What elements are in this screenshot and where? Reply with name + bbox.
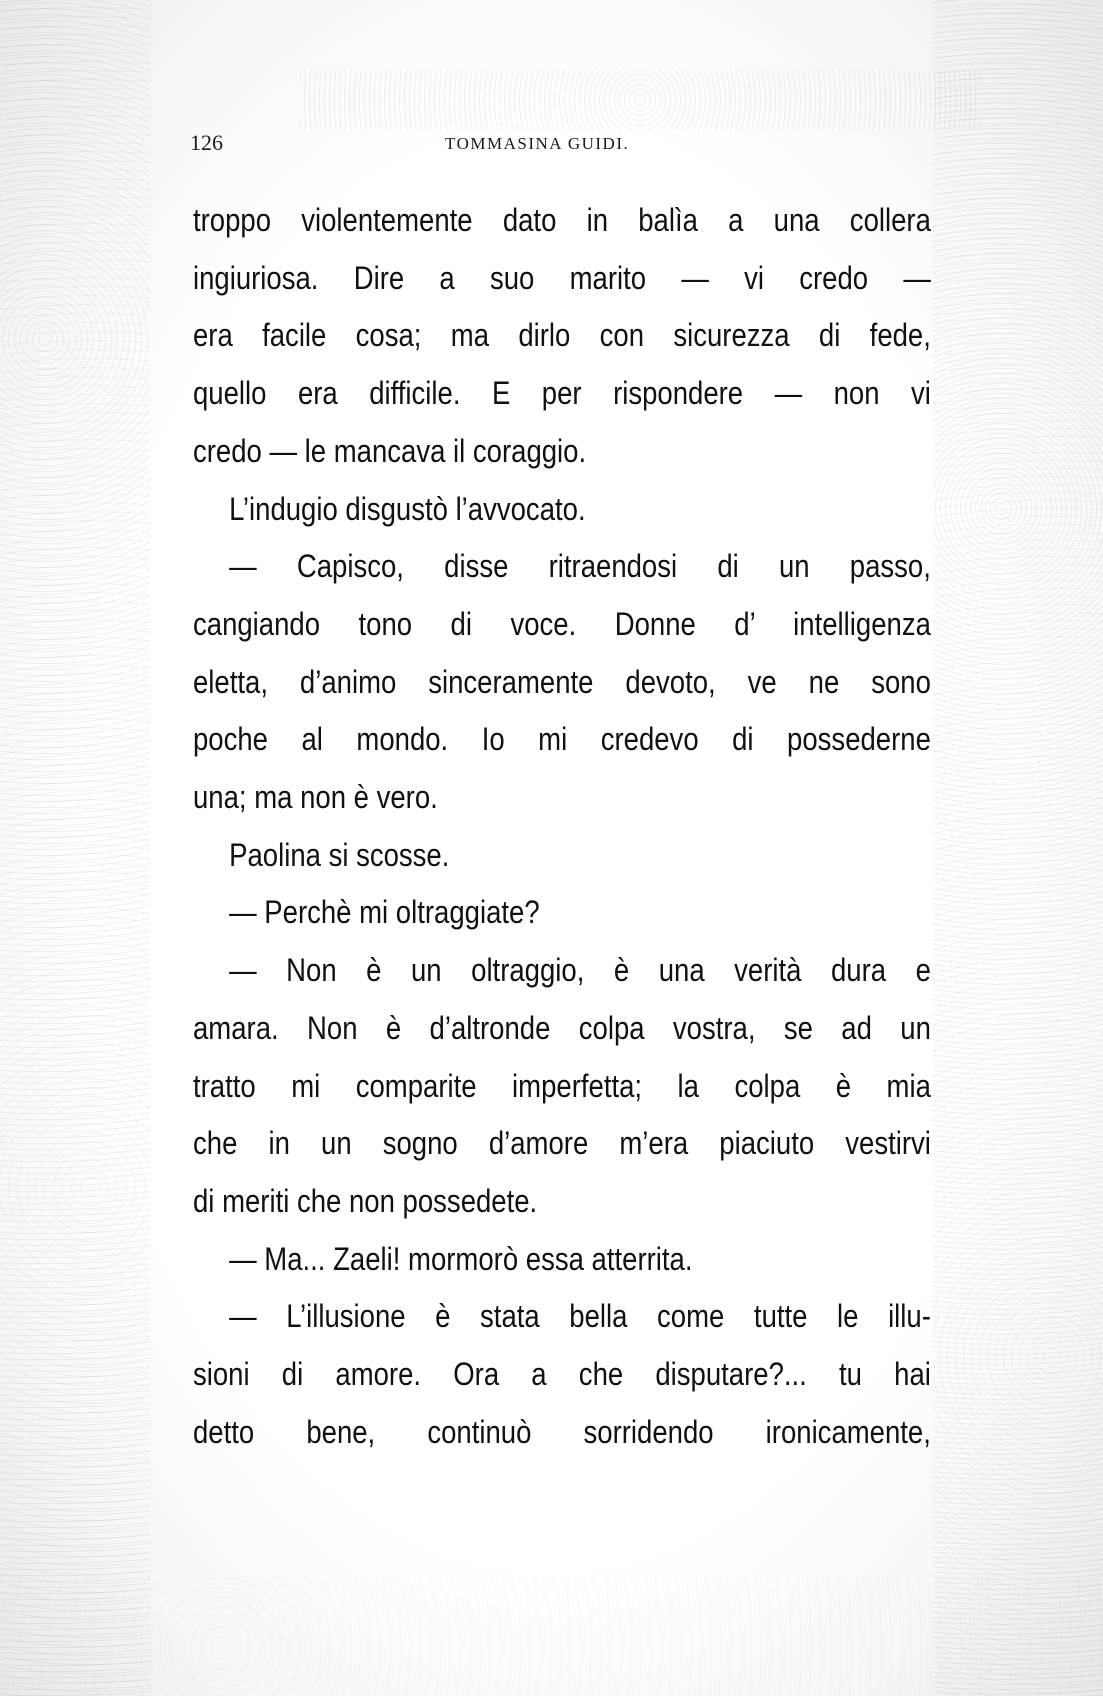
paper-stain-bottom — [0, 1576, 1103, 1696]
text-line: — Non è un oltraggio, è una verità dura e — [229, 952, 931, 989]
paper-stain-right — [933, 0, 1103, 1696]
text-line: tratto mi comparite imperfetta; la colpa è mia — [193, 1067, 931, 1104]
running-title: TOMMASINA GUIDI. — [445, 134, 630, 153]
paper-stain-top — [300, 70, 980, 130]
text-line: L’indugio disgustò l’avvocato. — [229, 490, 586, 527]
text-line: credo — le mancava il coraggio. — [193, 432, 587, 469]
text-line: amara. Non è d’altronde colpa vostra, se ad un — [193, 1009, 931, 1046]
text-line: troppo violentemente dato in balìa a una collera — [193, 202, 931, 238]
text-line: che in un sogno d’amore m’era piaciuto vestirvi — [193, 1125, 931, 1162]
page-number: 126 — [190, 130, 223, 155]
text-line: — L’illusione è stata bella come tutte le illu- — [229, 1298, 931, 1335]
text-line: sioni di amore. Ora a che disputare?... tu hai — [193, 1356, 931, 1393]
paper-stain-left — [0, 0, 150, 1696]
text-line: cangiando tono di voce. Donne d’ intelligenza — [193, 605, 931, 642]
text-line: era facile cosa; ma dirlo con sicurezza di fede, — [193, 317, 931, 354]
text-line: di meriti che non possedete. — [193, 1182, 538, 1219]
text-line: Paolina si scosse. — [229, 836, 450, 873]
text-line: una; ma non è vero. — [193, 779, 438, 816]
text-line: poche al mondo. Io mi credevo di possederne — [193, 721, 931, 758]
running-head — [190, 130, 930, 162]
text-line: quello era difficile. E per rispondere — non vi — [193, 375, 931, 412]
text-line: — Ma... Zaeli! mormorò essa atterrita. — [229, 1240, 693, 1277]
text-line: — Capisco, disse ritraendosi di un passo, — [229, 548, 931, 585]
text-line: — Perchè mi oltraggiate? — [229, 894, 540, 931]
text-line: eletta, d’animo sinceramente devoto, ve ne sono — [193, 663, 931, 700]
text-line: ingiuriosa. Dire a suo marito — vi credo — — [193, 259, 931, 296]
body-text — [193, 192, 931, 1461]
text-line: detto bene, continuò sorridendo ironicamente, — [193, 1413, 931, 1450]
